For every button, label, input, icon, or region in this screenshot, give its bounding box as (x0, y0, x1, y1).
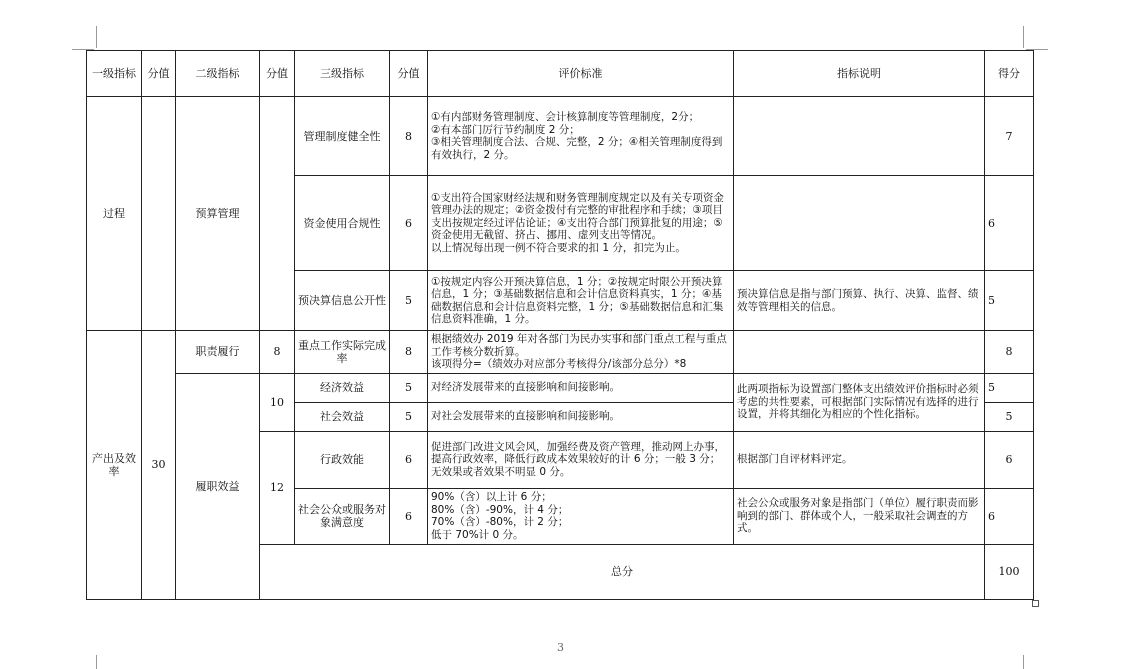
explanation-cell-empty (734, 331, 985, 374)
indicator-cell: 重点工作实际完成率 (295, 331, 390, 374)
explanation-cell: 根据部门自评材料评定。 (734, 431, 985, 488)
score-cell: 5 (390, 271, 428, 331)
score-cell: 5 (390, 373, 428, 402)
header-explanation: 指标说明 (734, 51, 985, 97)
shared-explanation-cell: 此两项指标为设置部门整体支出绩效评价指标时必须考虑的共性要素，可根据部门实际情况有选择的进行设置，并将其细化为相应的个性化指标。 (734, 373, 985, 431)
result-cell: 5 (985, 271, 1034, 331)
corner-mark-top-left-v (96, 26, 97, 48)
result-cell: 5 (985, 373, 1034, 402)
result-cell: 7 (985, 97, 1034, 176)
criteria-cell: 对经济发展带来的直接影响和间接影响。 (428, 373, 734, 402)
explanation-cell: 预决算信息是指与部门预算、执行、决算、监督、绩效等管理相关的信息。 (734, 271, 985, 331)
effect-group-b-score: 12 (260, 431, 295, 544)
process-level1: 过程 (87, 97, 142, 331)
criteria-cell: 根据绩效办 2019 年对各部门为民办实事和部门重点工程与重点工作考核分数折算。 该项得分=（绩效办对应部分考核得分/该部分总分）*8 (428, 331, 734, 374)
criteria-cell: ①支出符合国家财经法规和财务管理制度规定以及有关专项资金管理办法的规定；②资金拨付有完整的审批程序和手续；③项目支出按规定经过评估论证；④支出符合部门预算批复的用途；⑤资金使用无截留、挤占、挪用、虚列支出等情况。 以上情况每出现一例不符合要求的扣 1 分，扣完为止。 (428, 176, 734, 271)
criteria-cell: ①按规定内容公开预决算信息，1 分；②按规定时限公开预决算信息，1 分；③基础数据信息和会计信息资料真实，1 分；④基础数据信息和会计信息资料完整，1 分；⑤基础数据信息和汇集信息资料准确，1 分。 (428, 271, 734, 331)
header-score1: 分值 (142, 51, 176, 97)
corner-mark-bottom-right-v (1023, 655, 1024, 669)
header-row (87, 51, 1034, 97)
effect-level2: 履职效益 (176, 373, 260, 599)
header-level1: 一级指标 (87, 51, 142, 97)
explanation-cell: 社会公众或服务对象是指部门（单位）履行职责而影响到的部门、群体或个人，一般采取社会调查的方式。 (734, 488, 985, 544)
table-resize-handle[interactable] (1032, 600, 1039, 607)
score-cell: 6 (390, 431, 428, 488)
indicator-cell: 社会效益 (295, 402, 390, 431)
criteria-cell: 90%（含）以上计 6 分； 80%（含）-90%，计 4 分； 70%（含）-80%，计 2 分； 低于 70%计 0 分。 (428, 488, 734, 544)
total-score: 100 (985, 544, 1034, 599)
indicator-cell: 预决算信息公开性 (295, 271, 390, 331)
header-score3: 分值 (390, 51, 428, 97)
result-cell: 6 (985, 488, 1034, 544)
indicator-cell: 管理制度健全性 (295, 97, 390, 176)
corner-mark-bottom-left-v (96, 655, 97, 669)
result-cell: 5 (985, 402, 1034, 431)
indicator-cell: 行政效能 (295, 431, 390, 488)
criteria-cell: 对社会发展带来的直接影响和间接影响。 (428, 402, 734, 431)
header-level2: 二级指标 (176, 51, 260, 97)
score-cell: 5 (390, 402, 428, 431)
result-cell: 6 (985, 431, 1034, 488)
header-score2: 分值 (260, 51, 295, 97)
process-score2-empty (260, 97, 295, 331)
duty-score2: 8 (260, 331, 295, 374)
score-cell: 8 (390, 97, 428, 176)
score-cell: 6 (390, 176, 428, 271)
indicator-cell: 资金使用合规性 (295, 176, 390, 271)
header-level3: 三级指标 (295, 51, 390, 97)
process-level2: 预算管理 (176, 97, 260, 331)
explanation-cell (734, 176, 985, 271)
corner-mark-top-right-v (1023, 26, 1024, 48)
result-cell: 8 (985, 331, 1034, 374)
indicator-cell: 经济效益 (295, 373, 390, 402)
score-cell: 8 (390, 331, 428, 374)
table-row (87, 97, 1034, 176)
effect-group-a-score: 10 (260, 373, 295, 431)
criteria-cell: 促进部门改进文风会风，加强经费及资产管理，推动网上办事，提高行政效率，降低行政成本效果较好的计 6 分；一般 3 分；无效果或者效果不明显 0 分。 (428, 431, 734, 488)
header-criteria: 评价标准 (428, 51, 734, 97)
evaluation-table (86, 50, 1034, 600)
total-label: 总分 (260, 544, 985, 599)
result-cell: 6 (985, 176, 1034, 271)
criteria-cell: ①有内部财务管理制度、会计核算制度等管理制度，2分； ②有本部门厉行节约制度 2 分； ③相关管理制度合法、合规、完整，2 分；④相关管理制度得到有效执行，2 分。 (428, 97, 734, 176)
indicator-cell: 社会公众或服务对象满意度 (295, 488, 390, 544)
table-row (87, 331, 1034, 374)
duty-level2: 职责履行 (176, 331, 260, 374)
page-number: 3 (557, 641, 564, 654)
process-score1-empty (142, 97, 176, 331)
score-cell: 6 (390, 488, 428, 544)
output-level1: 产出及效率 (87, 331, 142, 600)
explanation-cell (734, 97, 985, 176)
output-score1: 30 (142, 331, 176, 600)
header-result: 得分 (985, 51, 1034, 97)
table-row (87, 373, 1034, 402)
